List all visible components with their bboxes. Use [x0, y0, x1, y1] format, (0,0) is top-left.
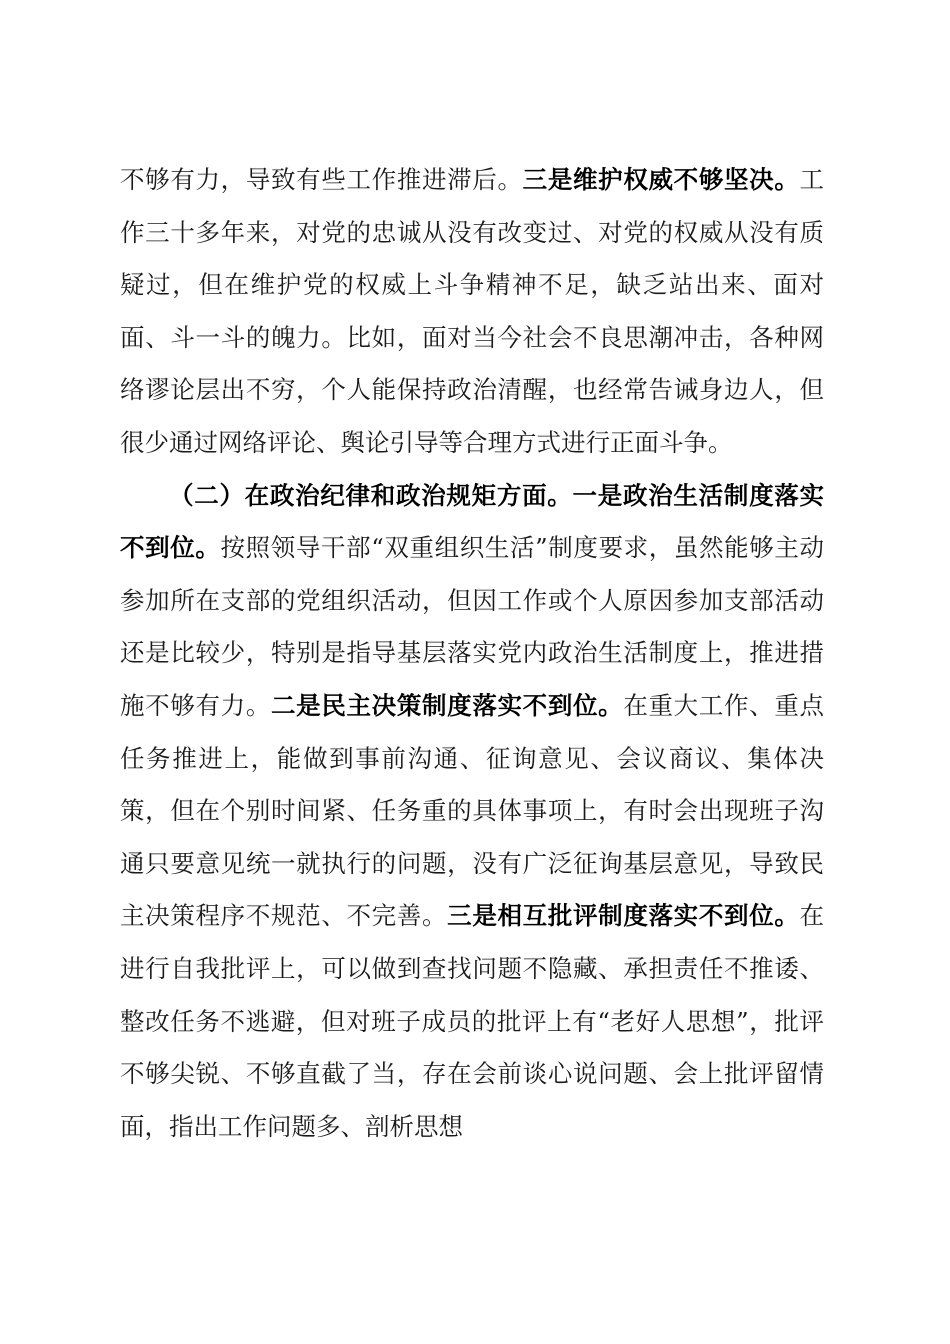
paragraph-text: 工作三十多年来，对党的忠诚从没有改变过、对党的权威从没有质疑过，但在维护党的权威上斗争精神不足，缺乏站出来、面对面、斗一斗的魄力。比如，面对当今社会不良思潮冲击，各种网络谬论层出不穷，个人能保持政治清醒，也经常告诫身边人，但很少通过网络评论、舆论引导等合理方式进行正面斗争。	[120, 165, 825, 457]
section-heading-two: （二）在政治纪律和政治规矩方面。	[169, 480, 573, 510]
bold-heading-two-democratic-decision: 二是民主决策制度落实不到位。	[271, 690, 624, 720]
paragraph-text: 在进行自我批评上，可以做到查找问题不隐藏、承担责任不推诿、整改任务不逃避，但对班子成员的批评上有“老好人思想”，批评不够尖锐、不够直截了当，存在会前谈心说问题、会上批评留情面，指出工作问题多、剖析思想	[120, 901, 825, 1141]
bold-heading-one-political-life: 一是政治生活制度落实不到位。	[120, 480, 825, 563]
bold-heading-three-mutual-criticism: 三是相互批评制度落实不到位。	[447, 901, 800, 931]
bold-heading-three-authority: 三是维护权威不够坚决。	[522, 165, 800, 194]
paragraph-section-two	[120, 470, 824, 1154]
paragraph-text: 不够有力，导致有些工作推进滞后。	[120, 165, 523, 194]
document-body	[120, 154, 824, 1153]
paragraph-text: 在重大工作、重点任务推进上，能做到事前沟通、征询意见、会议商议、集体决策，但在个别时间紧、任务重的具体事项上，有时会出现班子沟通只要意见统一就执行的问题，没有广泛征询基层意见，导致民主决策程序不规范、不完善。	[120, 690, 825, 931]
paragraph-text: 按照领导干部“双重组织生活”制度要求，虽然能够主动参加所在支部的党组织活动，但因工作或个人原因参加支部活动还是比较少，特别是指导基层落实党内政治生活制度上，推进措施不够有力。	[120, 533, 824, 720]
paragraph-continuation	[120, 154, 824, 470]
